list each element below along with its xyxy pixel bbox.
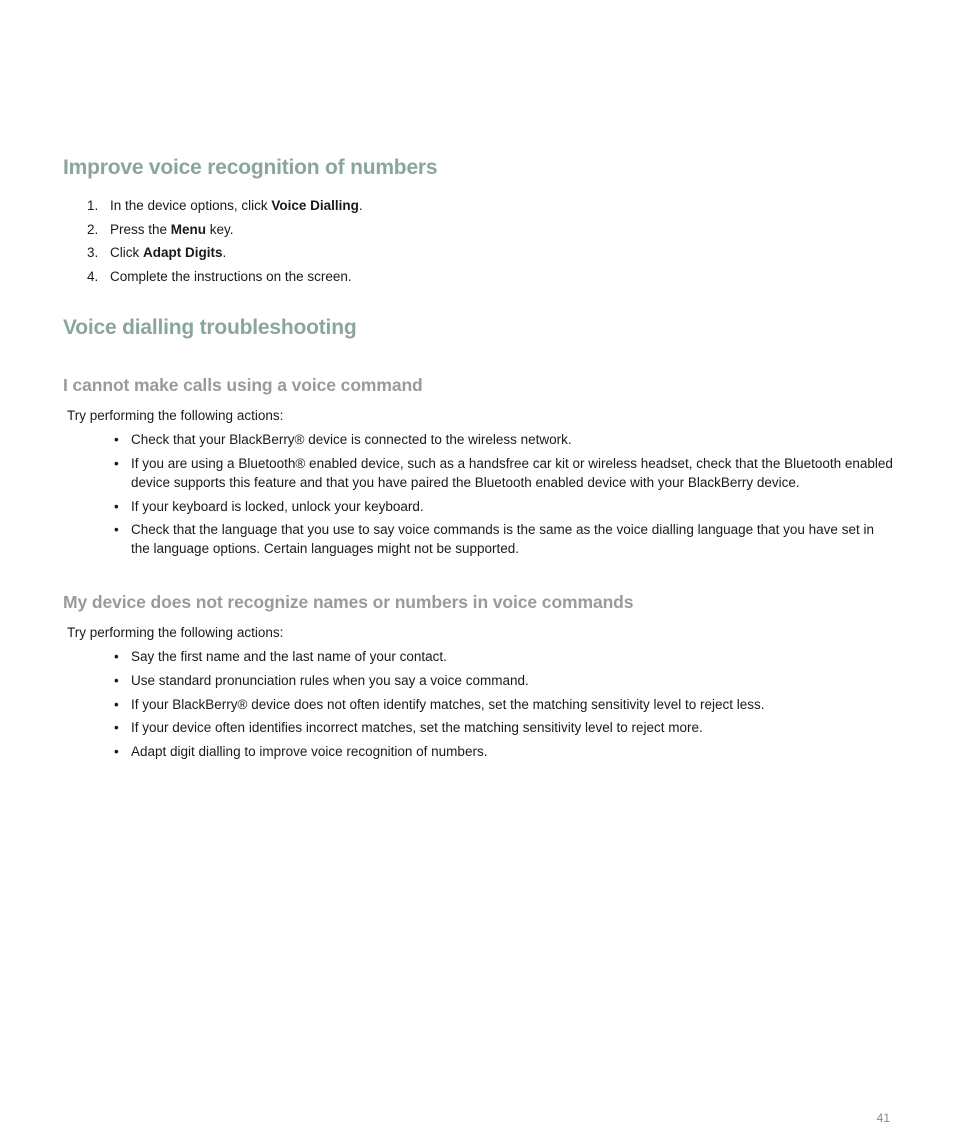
- step-number: 2.: [87, 221, 99, 237]
- bullet-text: If your keyboard is locked, unlock your keyboard.: [131, 498, 424, 514]
- section-title-voice-dialling-troubleshooting: Voice dialling troubleshooting: [63, 316, 357, 339]
- bullet-text: Adapt digit dialling to improve voice recognition of numbers.: [131, 744, 488, 760]
- list-item: [0, 695, 900, 714]
- list-item: [0, 194, 363, 218]
- list-item: [0, 497, 900, 516]
- list-item: [0, 218, 363, 242]
- bullet-text: Say the first name and the last name of your contact.: [131, 649, 447, 664]
- step-text-suffix: .: [358, 198, 363, 213]
- step-ui-term: Menu: [170, 221, 207, 237]
- section-title-improve-voice-recognition: Improve voice recognition of numbers: [63, 156, 438, 179]
- step-ui-term: Voice Dialling: [271, 198, 359, 213]
- list-item: [0, 718, 900, 737]
- bullet-glyph: •: [114, 432, 119, 447]
- step-text-suffix: .: [222, 245, 227, 261]
- bullet-glyph: •: [114, 744, 119, 760]
- step-text-suffix: key.: [206, 221, 234, 237]
- list-item: [0, 265, 363, 289]
- list-item: [0, 241, 363, 265]
- bullet-text: If your BlackBerry® device does not often identify matches, set the matching sensitivity level to reject less.: [131, 696, 765, 712]
- step-ui-term: Adapt Digits: [143, 245, 223, 261]
- step-text: In the device options, click: [110, 198, 272, 213]
- bullet-glyph: •: [114, 455, 119, 471]
- bullet-glyph: •: [114, 720, 119, 736]
- list-item: [0, 454, 900, 492]
- subsection-title-does-not-recognize: My device does not recognize names or numbers in voice commands: [63, 592, 634, 612]
- bullet-glyph: •: [114, 649, 119, 664]
- bullet-glyph: •: [114, 672, 119, 688]
- list-item: [0, 520, 900, 558]
- intro-text: Try performing the following actions:: [67, 408, 284, 423]
- bullet-glyph: •: [114, 522, 119, 538]
- list-item: [0, 671, 900, 690]
- bullet-list-calls: [0, 430, 900, 563]
- bullet-list-recognize: [0, 647, 900, 766]
- subsection-title-cannot-make-calls: I cannot make calls using a voice command: [63, 375, 423, 395]
- step-text: Complete the instructions on the screen.: [110, 269, 352, 285]
- step-number: 4.: [87, 269, 99, 285]
- step-text: Press the: [110, 221, 171, 237]
- bullet-glyph: •: [114, 498, 119, 514]
- intro-text: Try performing the following actions:: [67, 625, 284, 640]
- bullet-text: If you are using a Bluetooth® enabled device, such as a handsfree car kit or wireless headset, check that the Bluetooth enabled device supports this feature and that you have paired the Bluetooth enabled device with your BlackBerry device.: [131, 455, 893, 490]
- list-item: [0, 647, 900, 666]
- list-item: [0, 742, 900, 761]
- bullet-text: Check that your BlackBerry® device is connected to the wireless network.: [131, 432, 572, 447]
- bullet-text: If your device often identifies incorrect matches, set the matching sensitivity level to reject more.: [131, 720, 703, 736]
- list-item: [0, 430, 900, 449]
- step-text: Click: [110, 245, 143, 261]
- step-number: 1.: [87, 198, 99, 213]
- steps-list: [0, 194, 363, 289]
- bullet-text: Use standard pronunciation rules when you say a voice command.: [131, 672, 529, 688]
- bullet-glyph: •: [114, 696, 119, 712]
- page-number: 41: [876, 1111, 890, 1125]
- bullet-text: Check that the language that you use to say voice commands is the same as the voice dialling language that you have set in the language options. Certain languages might not be supported.: [131, 522, 874, 557]
- step-number: 3.: [87, 245, 99, 261]
